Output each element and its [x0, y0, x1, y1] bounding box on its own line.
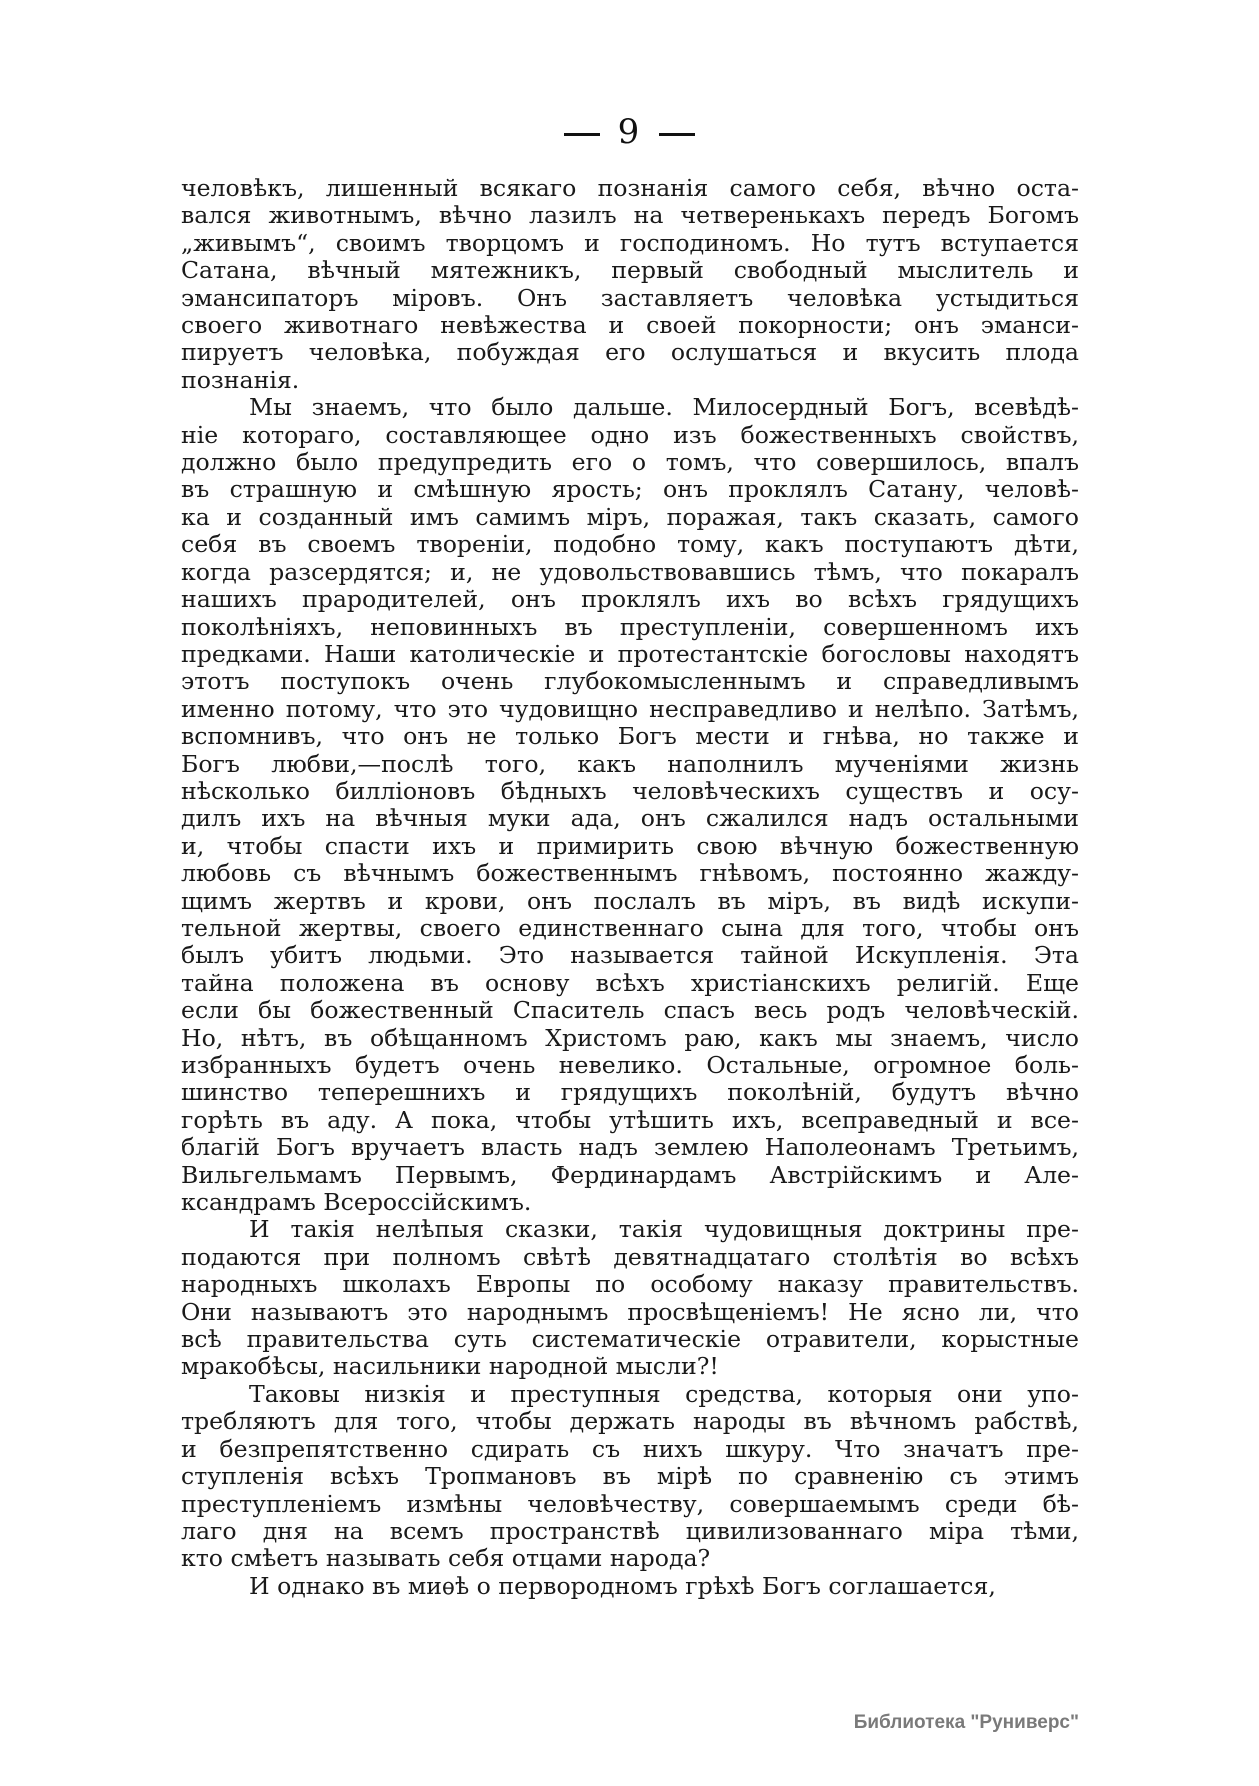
text-line: ка и созданный имъ самимъ міръ, поражая, такъ сказать, самого — [181, 502, 1079, 531]
text-line: былъ убитъ людьми. Это называется тайной Искупленія. Эта — [181, 941, 1079, 970]
text-line: кто смѣетъ называть себя отцами народа? — [181, 1544, 711, 1573]
text-line: шинство теперешнихъ и грядущихъ поколѣній, будутъ вѣчно — [181, 1078, 1079, 1107]
text-line: Сатана, вѣчный мятежникъ, первый свободный мыслитель и — [181, 256, 1079, 285]
paragraph — [181, 175, 1079, 394]
text-line: пируетъ человѣка, побуждая его ослушаться и вкусить плода — [181, 338, 1079, 367]
paragraph — [181, 394, 1079, 1216]
text-line: любовь съ вѣчнымъ божественнымъ гнѣвомъ, постоянно жажду- — [181, 859, 1079, 888]
text-line: требляютъ для того, чтобы держать народы въ вѣчномъ рабствѣ, — [181, 1407, 1079, 1436]
text-line: дилъ ихъ на вѣчныя муки ада, онъ сжалился надъ остальными — [181, 804, 1079, 833]
paragraph — [181, 1381, 1079, 1573]
text-line: всѣ правительства суть систематическіе отравители, корыстные — [181, 1325, 1079, 1354]
text-line: Они называютъ это народнымъ просвѣщеніемъ! Не ясно ли, что — [181, 1297, 1079, 1326]
text-line: человѣкъ, лишенный всякаго познанія самого себя, вѣчно оста- — [181, 174, 1079, 202]
text-line: если бы божественный Спаситель спасъ весь родъ человѣческій. — [181, 996, 1079, 1025]
text-line: тельной жертвы, своего единственнаго сына для того, чтобы онъ — [181, 913, 1079, 942]
text-line: Богъ любви,—послѣ того, какъ наполнилъ мученіями жизнь — [181, 749, 1079, 778]
text-line: нашихъ прародителей, онъ проклялъ ихъ во всѣхъ грядущихъ — [181, 585, 1079, 614]
text-line: себя въ своемъ твореніи, подобно тому, какъ поступаютъ дѣти, — [181, 530, 1079, 559]
text-line: ксандрамъ Всероссійскимъ. — [181, 1188, 532, 1217]
header-dash-left — [564, 133, 600, 136]
text-line: должно было предупредить его о томъ, что совершилось, впалъ — [181, 448, 1079, 477]
text-line: И однако въ миѳѣ о первородномъ грѣхѣ Богъ соглашается, — [249, 1571, 996, 1600]
paragraph — [181, 1216, 1079, 1380]
text-line: вался животнымъ, вѣчно лазилъ на четверенькахъ передъ Богомъ — [181, 201, 1079, 230]
paragraph — [181, 1573, 1079, 1600]
page-number: 9 — [617, 112, 642, 152]
body-text — [181, 175, 1079, 1600]
text-line: избранныхъ будетъ очень невелико. Остальные, огромное боль- — [181, 1051, 1079, 1079]
text-line: вспомнивъ, что онъ не только Богъ мести и гнѣва, но также и — [181, 722, 1079, 751]
text-line: горѣть въ аду. А пока, чтобы утѣшить ихъ, всеправедный и все- — [181, 1105, 1079, 1134]
text-line: именно потому, что это чудовищно несправедливо и нелѣпо. Затѣмъ, — [181, 694, 1079, 723]
library-watermark: Библиотека "Руниверс" — [853, 1712, 1079, 1733]
text-line: и безпрепятственно сдирать съ нихъ шкуру. Что значатъ пре- — [181, 1434, 1079, 1463]
text-line: эмансипаторъ міровъ. Онъ заставляетъ человѣка устыдиться — [181, 283, 1079, 312]
text-line: тайна положена въ основу всѣхъ христіанскихъ религій. Еще — [181, 968, 1079, 997]
text-line: Мы знаемъ, что было дальше. Милосердный Богъ, всевѣдѣ- — [249, 393, 1079, 422]
text-line: этотъ поступокъ очень глубокомысленнымъ и справедливымъ — [181, 667, 1079, 696]
text-line: мракобѣсы, насильники народной мысли?! — [181, 1352, 719, 1381]
text-line: поколѣніяхъ, неповинныхъ въ преступленіи, совершенномъ ихъ — [181, 612, 1079, 641]
header-dash-right — [659, 133, 695, 136]
text-line: И такія нелѣпыя сказки, такія чудовищныя доктрины пре- — [249, 1215, 1079, 1244]
text-line: ніе котораго, составляющее одно изъ божественныхъ свойствъ, — [181, 420, 1079, 449]
text-line: въ страшную и смѣшную ярость; онъ проклялъ Сатану, человѣ- — [181, 475, 1079, 504]
text-line: Но, нѣтъ, въ обѣщанномъ Христомъ раю, какъ мы знаемъ, число — [181, 1023, 1079, 1052]
text-line: и, чтобы спасти ихъ и примирить свою вѣчную божественную — [181, 831, 1079, 860]
text-line: народныхъ школахъ Европы по особому наказу правительствъ. — [181, 1270, 1079, 1299]
text-line: познанія. — [181, 365, 300, 394]
text-line: предками. Наши католическіе и протестантскіе богословы находятъ — [181, 639, 1079, 668]
text-line: нѣсколько билліоновъ бѣдныхъ человѣческихъ существъ и осу- — [181, 776, 1079, 805]
text-line: Таковы низкія и преступныя средства, которыя они упо- — [249, 1379, 1079, 1408]
page-header — [0, 112, 1259, 152]
text-line: Вильгельмамъ Первымъ, Фердинардамъ Австрійскимъ и Але- — [181, 1160, 1079, 1189]
text-line: „живымъ“, своимъ творцомъ и господиномъ. Но тутъ вступается — [181, 228, 1079, 257]
text-line: когда разсердятся; и, не удовольствовавшись тѣмъ, что покаралъ — [181, 557, 1079, 586]
text-line: щимъ жертвъ и крови, онъ послалъ въ міръ, въ видѣ искупи- — [181, 886, 1079, 915]
text-line: благій Богъ вручаетъ власть надъ землею Наполеонамъ Третьимъ, — [181, 1133, 1079, 1162]
text-line: ступленія всѣхъ Тропмановъ въ мірѣ по сравненію съ этимъ — [181, 1462, 1079, 1491]
text-line: преступленіемъ измѣны человѣчеству, совершаемымъ среди бѣ- — [181, 1489, 1079, 1518]
text-line: лаго дня на всемъ пространствѣ цивилизованнаго міра тѣми, — [181, 1516, 1079, 1545]
text-line: подаются при полномъ свѣтѣ девятнадцатаго столѣтія во всѣхъ — [181, 1242, 1079, 1271]
text-line: своего животнаго невѣжества и своей покорности; онъ эманси- — [181, 311, 1079, 340]
